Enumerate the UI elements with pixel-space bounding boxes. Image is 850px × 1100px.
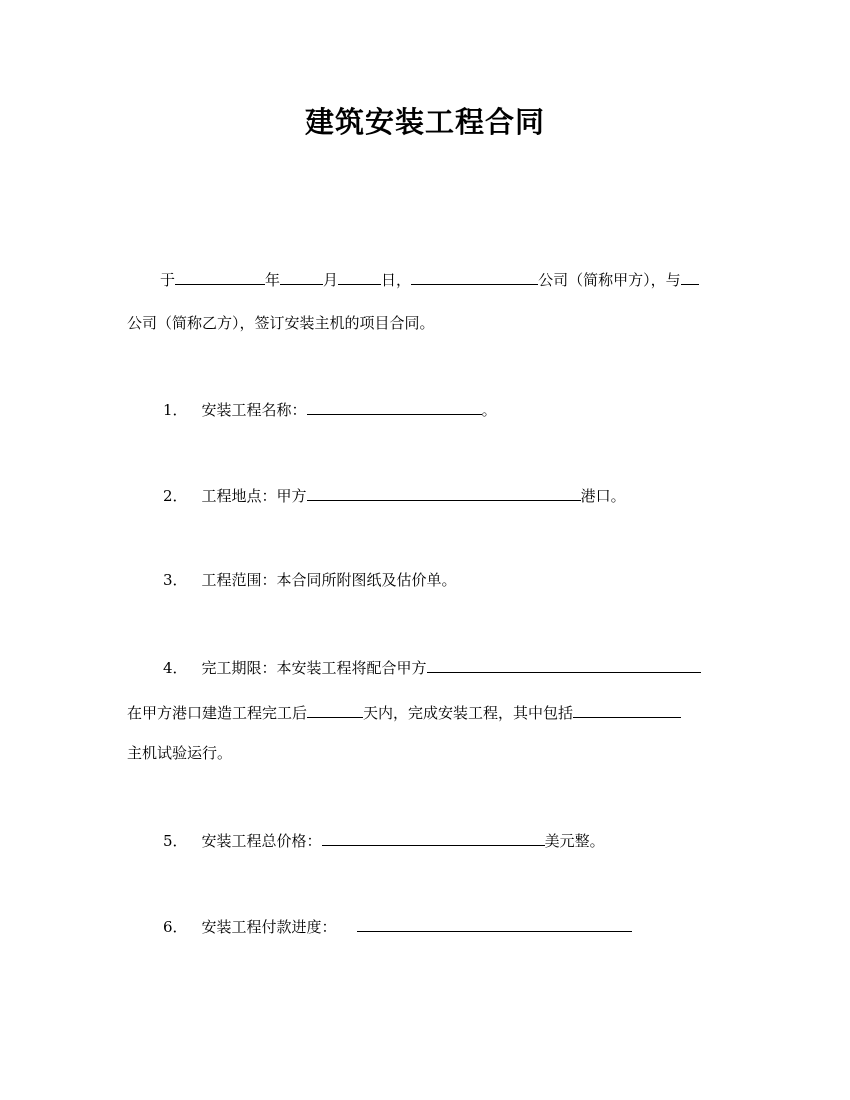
- blank-month: [280, 268, 323, 285]
- item-1: [163, 398, 497, 420]
- item-1-label: 安装工程名称：: [201, 401, 307, 419]
- blank-coordinate: [427, 656, 701, 673]
- item-5-number: 5．: [163, 832, 188, 850]
- item-5-suffix: 美元整。: [544, 832, 605, 850]
- item-6-number: 6．: [163, 918, 188, 936]
- item-1-suffix: 。: [481, 401, 497, 419]
- item-4-line-2: [127, 701, 681, 723]
- item-1-number: 1．: [163, 401, 188, 419]
- blank-party-b: [681, 268, 699, 285]
- blank-days: [307, 701, 363, 718]
- blank-year: [175, 268, 265, 285]
- item-3-label: 工程范围：本合同所附图纸及估价单。: [201, 571, 457, 589]
- blank-party-a: [411, 268, 538, 285]
- blank-project-name: [307, 398, 482, 415]
- item-5: [163, 829, 605, 851]
- blank-including: [573, 701, 681, 718]
- blank-total-price: [322, 829, 545, 846]
- document-title: 建筑安装工程合同: [304, 105, 545, 139]
- intro-line-1: [160, 268, 699, 290]
- item-3: [163, 570, 457, 590]
- intro-text-year: 年: [265, 271, 281, 289]
- item-4-line-2-text-a: 在甲方港口建造工程完工后: [127, 704, 308, 722]
- item-4-line-2-text-b: 天内，完成安装工程，其中包括: [363, 704, 574, 722]
- item-4-number: 4．: [163, 659, 188, 677]
- item-2-label: 工程地点：甲方: [201, 487, 307, 505]
- item-6-label: 安装工程付款进度：: [201, 918, 337, 936]
- blank-payment-schedule: [357, 915, 632, 932]
- intro-line-2: 公司（简称乙方），签订安装主机的项目合同。: [127, 314, 435, 332]
- item-3-number: 3．: [163, 571, 188, 589]
- item-2-suffix: 港口。: [580, 487, 626, 505]
- intro-text-day: 日，: [381, 271, 412, 289]
- item-2: [163, 484, 626, 506]
- item-4: [163, 656, 701, 678]
- item-5-label: 安装工程总价格：: [201, 832, 322, 850]
- intro-text-yu: 于: [160, 271, 176, 289]
- item-4-line-3: 主机试验运行。: [127, 744, 233, 762]
- blank-day: [338, 268, 381, 285]
- item-4-label: 完工期限：本安装工程将配合甲方: [201, 659, 427, 677]
- item-2-number: 2．: [163, 487, 188, 505]
- intro-text-party-a: 公司（简称甲方），与: [538, 271, 681, 289]
- item-6: [163, 915, 632, 937]
- intro-text-month: 月: [323, 271, 339, 289]
- blank-location: [307, 484, 581, 501]
